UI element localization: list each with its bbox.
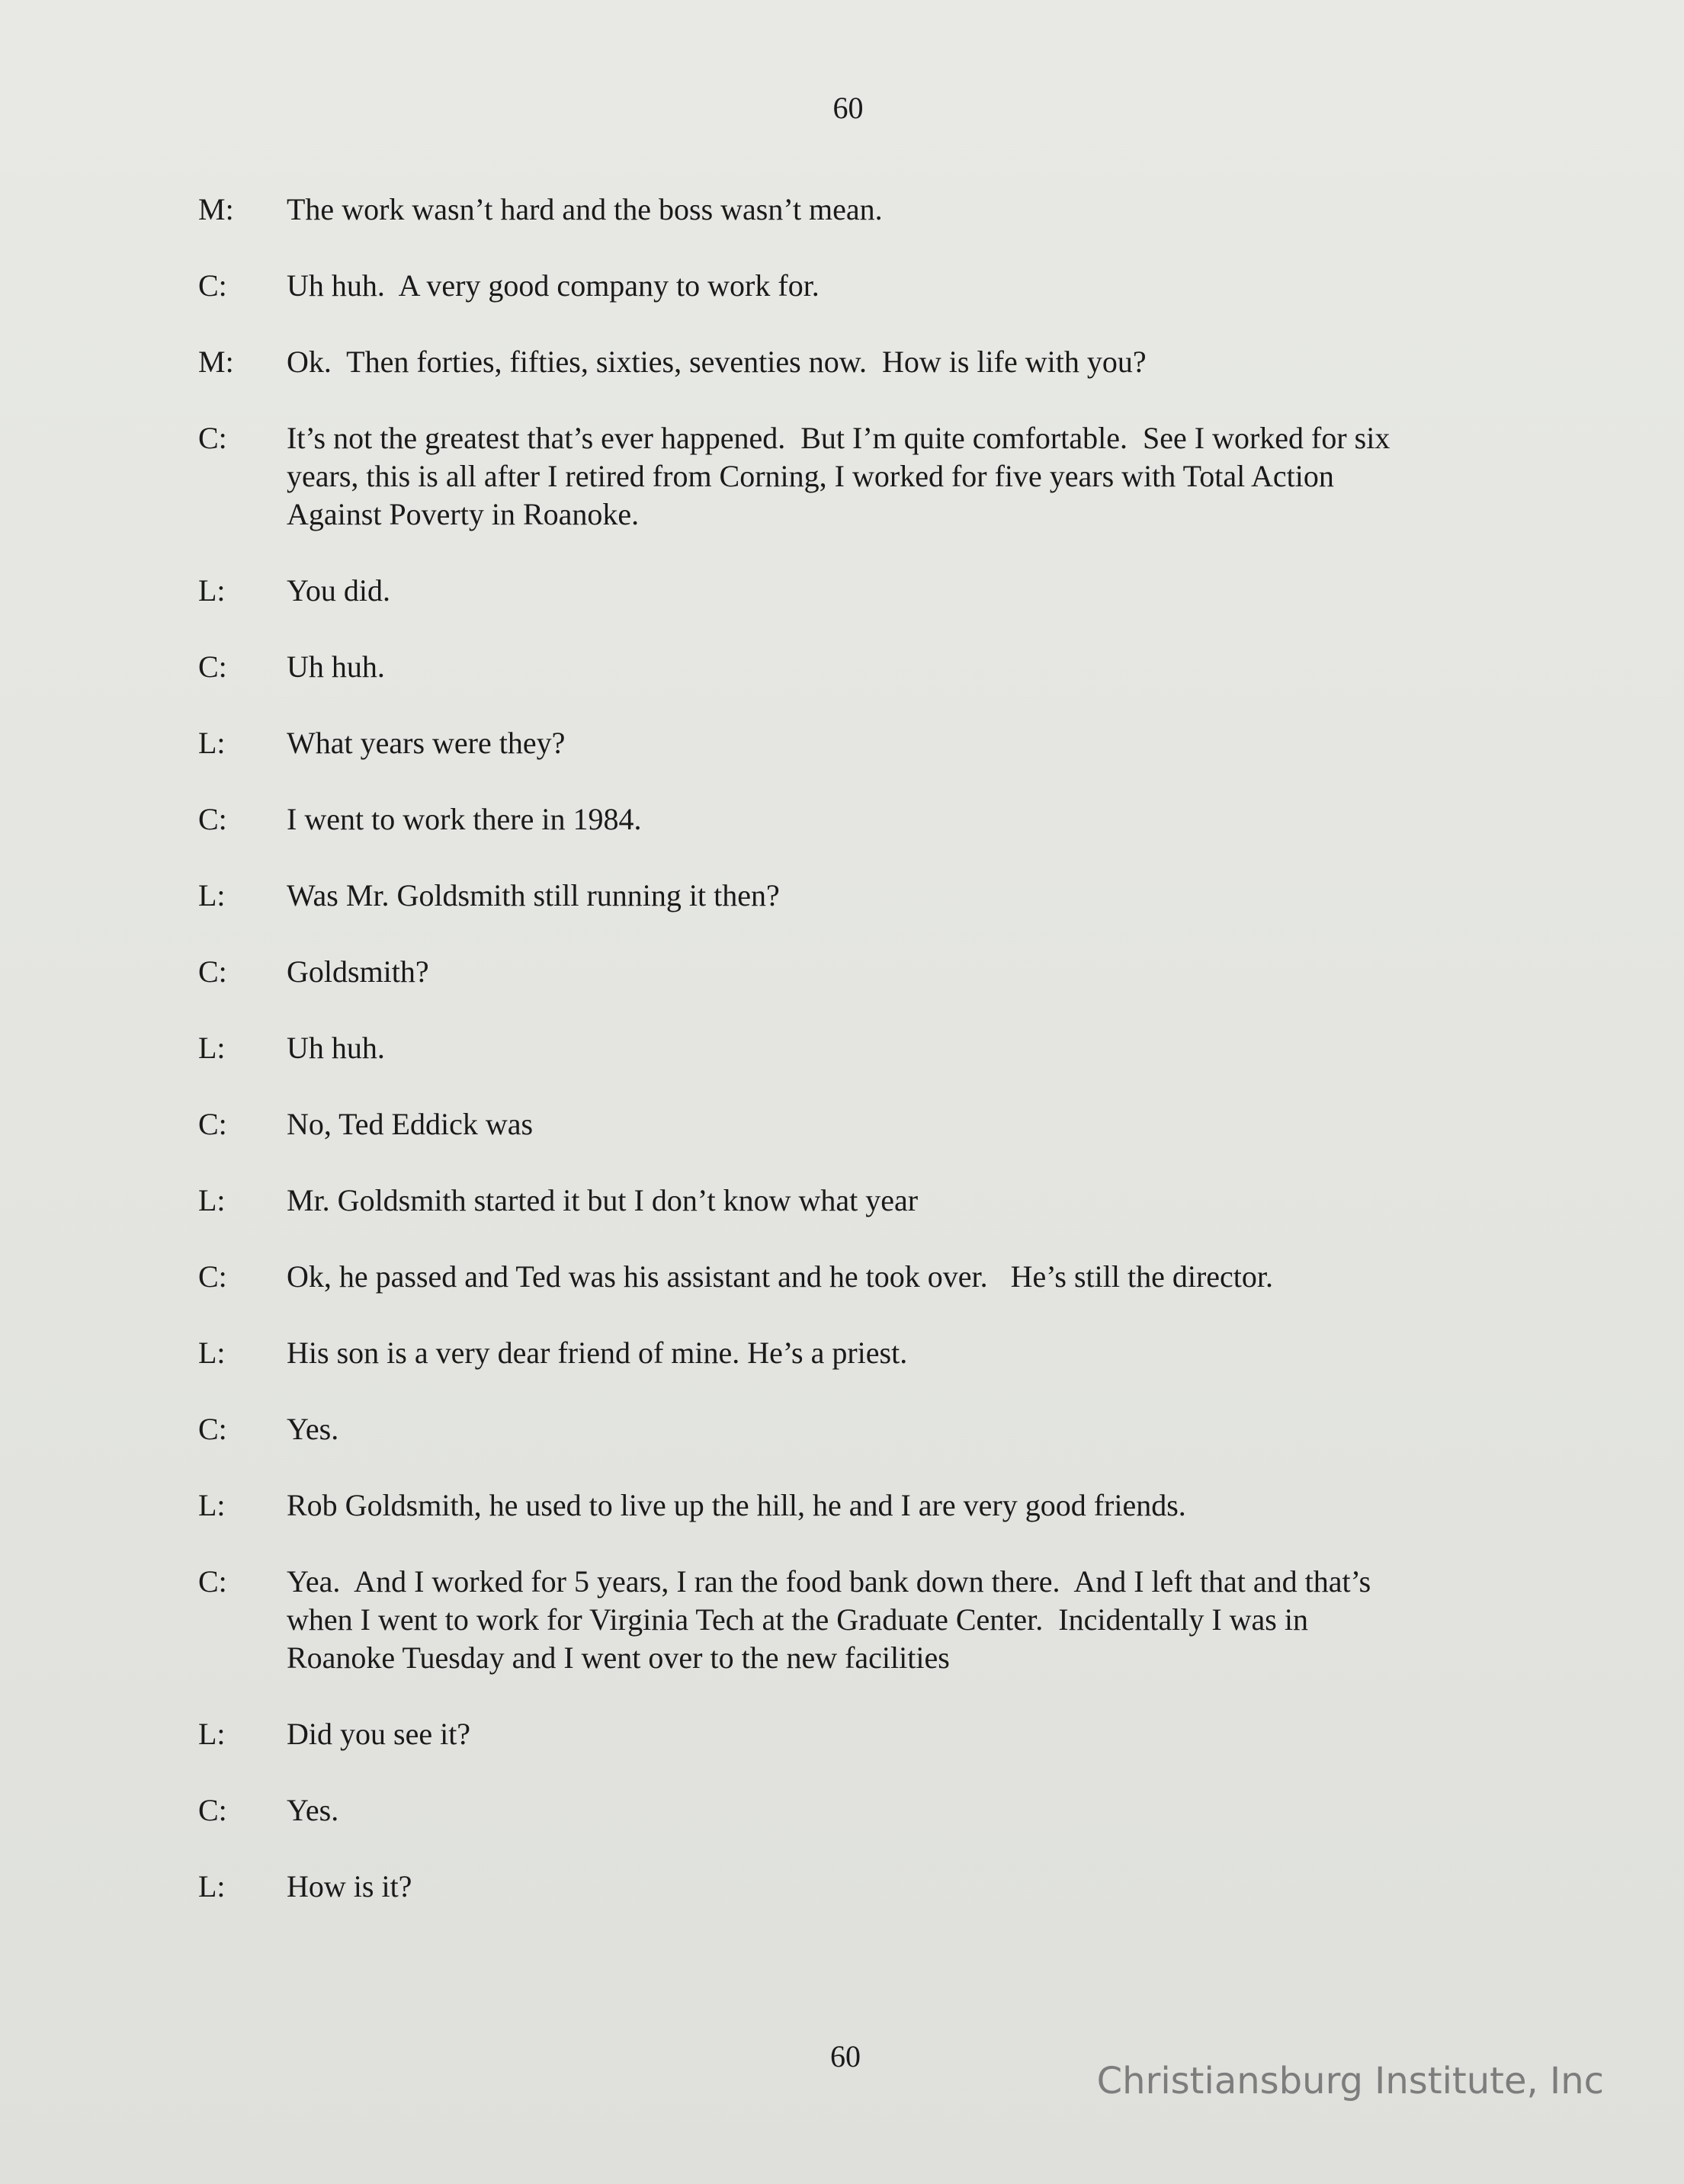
page-number-top: 60 — [832, 91, 864, 125]
utterance-text: Ok. Then forties, fifties, sixties, seventies now. How is life with you? — [287, 345, 1147, 379]
utterance-text: The work wasn’t hard and the boss wasn’t mean. — [287, 192, 883, 226]
speaker-label: C: — [198, 1107, 227, 1141]
utterance-text: It’s not the greatest that’s ever happened. But I’m quite comfortable. See I worked for six years, this is all after I retired from Corning, I worked for five years with Total Action Against Poverty in Roanoke. — [287, 421, 1391, 531]
utterance-text: Uh huh. A very good company to work for. — [287, 268, 820, 303]
utterance-text: Yes. — [287, 1412, 339, 1446]
utterance-text: Yea. And I worked for 5 years, I ran the food bank down there. And I left that and that’s when I went to work for Virginia Tech at the Graduate Center. Incidentally I was in Roanoke Tuesday and I went over to the new facilities — [287, 1564, 1371, 1675]
speaker-label: M: — [198, 192, 234, 226]
transcript-entry — [198, 877, 1540, 915]
page-number-bottom: 60 — [830, 2039, 861, 2073]
utterance-text: No, Ted Eddick was — [287, 1107, 534, 1141]
utterance-text: Was Mr. Goldsmith still running it then? — [287, 878, 780, 912]
speaker-label: C: — [198, 1564, 227, 1599]
transcript-entry — [198, 343, 1540, 381]
utterance-text: Did you see it? — [287, 1717, 471, 1751]
transcript-entry — [198, 1791, 1540, 1830]
speaker-label: C: — [198, 268, 227, 303]
transcript-entry — [198, 724, 1540, 762]
utterance-text: Ok, he passed and Ted was his assistant and he took over. He’s still the director. — [287, 1259, 1274, 1294]
utterance-text: His son is a very dear friend of mine. He’s a priest. — [287, 1336, 908, 1370]
speaker-label: C: — [198, 954, 227, 989]
speaker-label: L: — [198, 1183, 226, 1217]
utterance-text: Uh huh. — [287, 649, 385, 684]
watermark: Christiansburg Institute, Inc — [1096, 2060, 1604, 2102]
transcript-entry — [198, 1868, 1540, 1906]
transcript-entry — [198, 800, 1540, 839]
transcript-entry — [198, 1258, 1540, 1296]
speaker-label: L: — [198, 1717, 226, 1751]
transcript-entry — [198, 1715, 1540, 1753]
transcript-entry — [198, 419, 1540, 534]
speaker-label: L: — [198, 1488, 226, 1522]
transcript-entry — [198, 191, 1540, 229]
utterance-text: I went to work there in 1984. — [287, 802, 642, 836]
speaker-label: L: — [198, 1031, 226, 1065]
speaker-label: L: — [198, 878, 226, 912]
transcript-entry — [198, 267, 1540, 305]
speaker-label: C: — [198, 421, 227, 455]
transcript-entry — [198, 1334, 1540, 1372]
speaker-label: C: — [198, 649, 227, 684]
transcript-entry — [198, 572, 1540, 610]
speaker-label: C: — [198, 802, 227, 836]
speaker-label: L: — [198, 573, 226, 608]
utterance-text: Rob Goldsmith, he used to live up the hill, he and I are very good friends. — [287, 1488, 1186, 1522]
transcript-entry — [198, 1563, 1540, 1677]
transcript — [198, 191, 1540, 1944]
utterance-text: You did. — [287, 573, 390, 608]
speaker-label: L: — [198, 1336, 226, 1370]
utterance-text: Uh huh. — [287, 1031, 385, 1065]
transcript-entry — [198, 1410, 1540, 1448]
utterance-text: Mr. Goldsmith started it but I don’t know what year — [287, 1183, 919, 1217]
transcript-entry — [198, 1105, 1540, 1143]
utterance-text: Yes. — [287, 1793, 339, 1827]
transcript-entry — [198, 1486, 1540, 1525]
transcript-entry — [198, 953, 1540, 991]
utterance-text: How is it? — [287, 1869, 412, 1903]
speaker-label: C: — [198, 1793, 227, 1827]
speaker-label: M: — [198, 345, 234, 379]
utterance-text: Goldsmith? — [287, 954, 429, 989]
transcript-entry — [198, 1029, 1540, 1067]
speaker-label: L: — [198, 1869, 226, 1903]
speaker-label: C: — [198, 1259, 227, 1294]
transcript-entry — [198, 648, 1540, 686]
speaker-label: C: — [198, 1412, 227, 1446]
speaker-label: L: — [198, 726, 226, 760]
utterance-text: What years were they? — [287, 726, 566, 760]
transcript-entry — [198, 1182, 1540, 1220]
